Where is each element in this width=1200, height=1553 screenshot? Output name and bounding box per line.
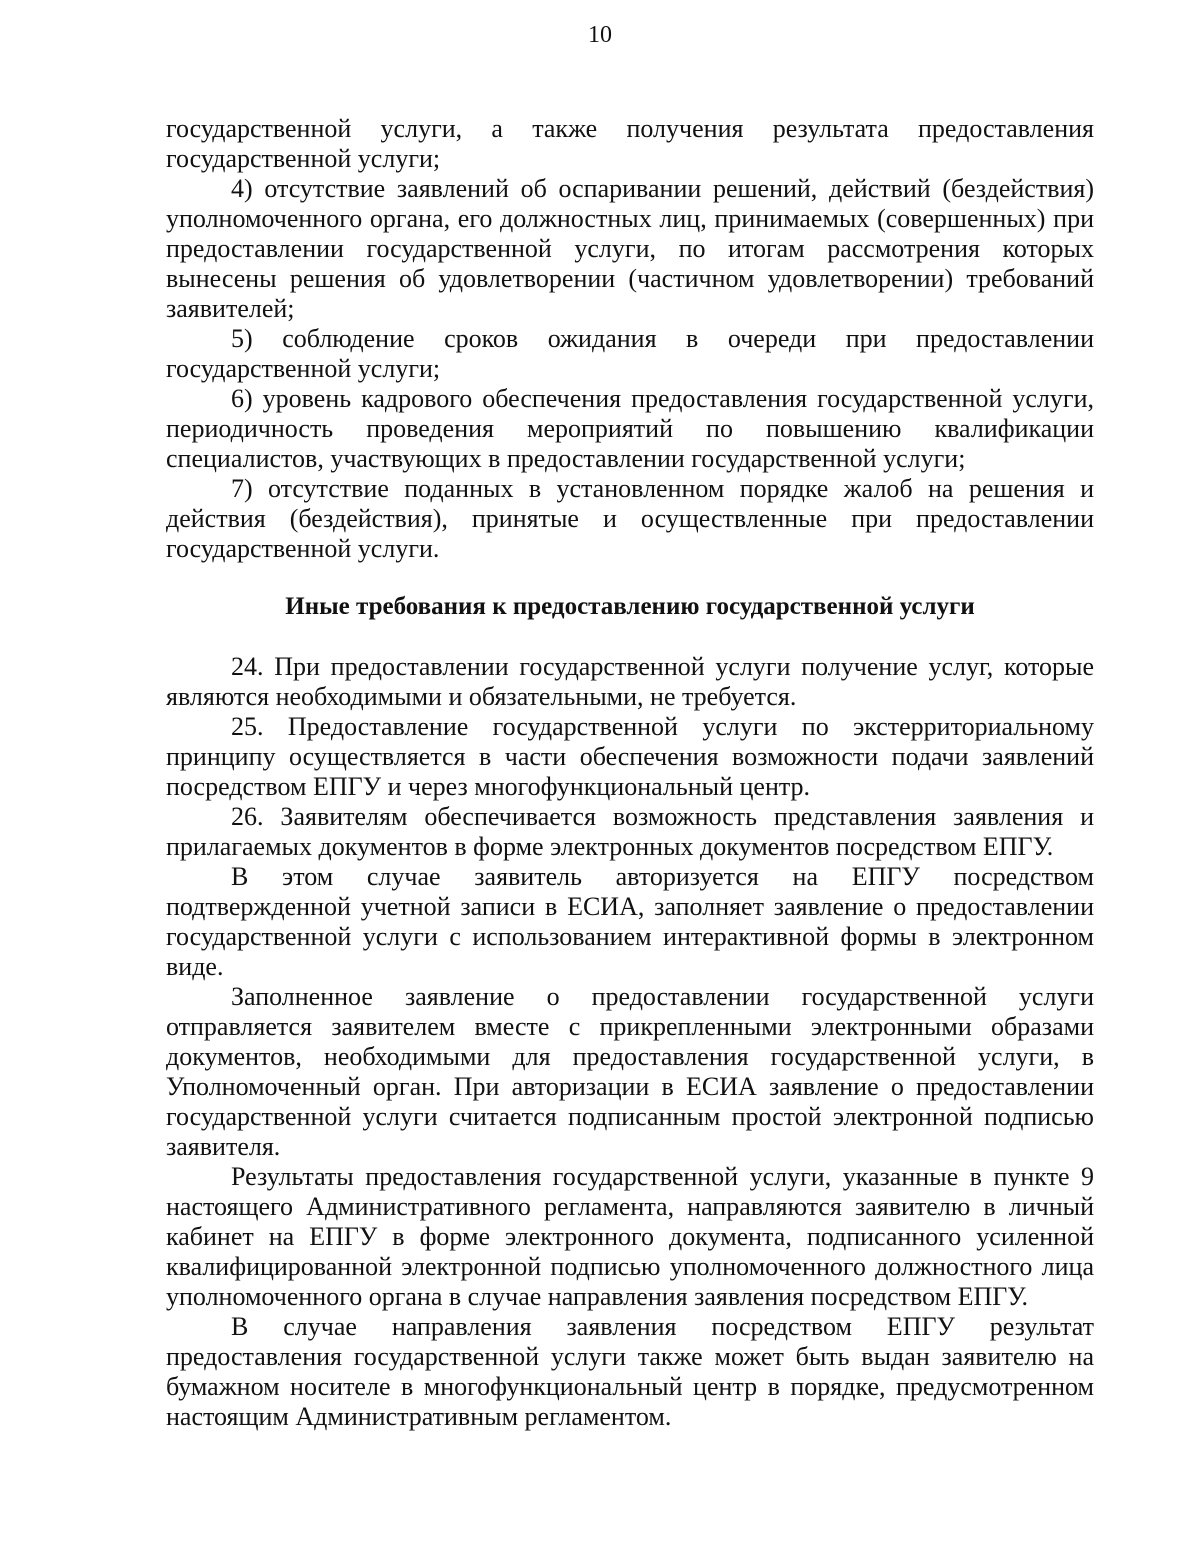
section-heading: Иные требования к предоставлению государственной услуги — [285, 593, 975, 620]
page-number: 10 — [588, 22, 612, 48]
paragraph-paper-result: В случае направления заявления посредством ЕПГУ результат предоставления государственной услуги также может быть выдан заявителю на бумажном носителе в многофункциональный центр в порядке, предусмотренном настоящим Административным регламентом. — [166, 1312, 1094, 1431]
paragraph-authorization: В этом случае заявитель авторизуется на ЕПГУ посредством подтвержденной учетной записи в ЕСИА, заполняет заявление о предоставлении государственной услуги с использованием интерактивной формы в электронном виде. — [166, 862, 1094, 981]
document-body — [166, 114, 1094, 1432]
paragraph-clause-26: 26. Заявителям обеспечивается возможность представления заявления и прилагаемых документов в форме электронных документов посредством ЕПГУ. — [166, 802, 1094, 861]
paragraph-item-4: 4) отсутствие заявлений об оспаривании решений, действий (бездействия) уполномоченного органа, его должностных лиц, принимаемых (совершенных) при предоставлении государственной услуги, по итогам рассмотрения которых вынесены решения об удовлетворении (частичном удовлетворении) требований заявителей; — [166, 174, 1094, 323]
paragraph-results: Результаты предоставления государственной услуги, указанные в пункте 9 настоящего Административного регламента, направляются заявителю в личный кабинет на ЕПГУ в форме электронного документа, подписанного усиленной квалифицированной электронной подписью уполномоченного должностного лица уполномоченного органа в случае направления заявления посредством ЕПГУ. — [166, 1162, 1094, 1311]
paragraph-clause-25: 25. Предоставление государственной услуги по экстерриториальному принципу осуществляется в части обеспечения возможности подачи заявлений посредством ЕПГУ и через многофункциональный центр. — [166, 712, 1094, 801]
paragraph-item-6: 6) уровень кадрового обеспечения предоставления государственной услуги, периодичность проведения мероприятий по повышению квалификации специалистов, участвующих в предоставлении государственной услуги; — [166, 384, 1094, 473]
paragraph-clause-24: 24. При предоставлении государственной услуги получение услуг, которые являются необходимыми и обязательными, не требуется. — [166, 652, 1094, 711]
paragraph-item-7: 7) отсутствие поданных в установленном порядке жалоб на решения и действия (бездействия), принятые и осуществленные при предоставлении государственной услуги. — [166, 474, 1094, 563]
paragraph-continuation: государственной услуги, а также получения результата предоставления государственной услуги; — [166, 114, 1094, 173]
paragraph-submission: Заполненное заявление о предоставлении государственной услуги отправляется заявителем вместе с прикрепленными электронными образами документов, необходимыми для предоставления государственной услуги, в Уполномоченный орган. При авторизации в ЕСИА заявление о предоставлении государственной услуги считается подписанным простой электронной подписью заявителя. — [166, 982, 1094, 1161]
paragraph-item-5: 5) соблюдение сроков ожидания в очереди при предоставлении государственной услуги; — [166, 324, 1094, 383]
